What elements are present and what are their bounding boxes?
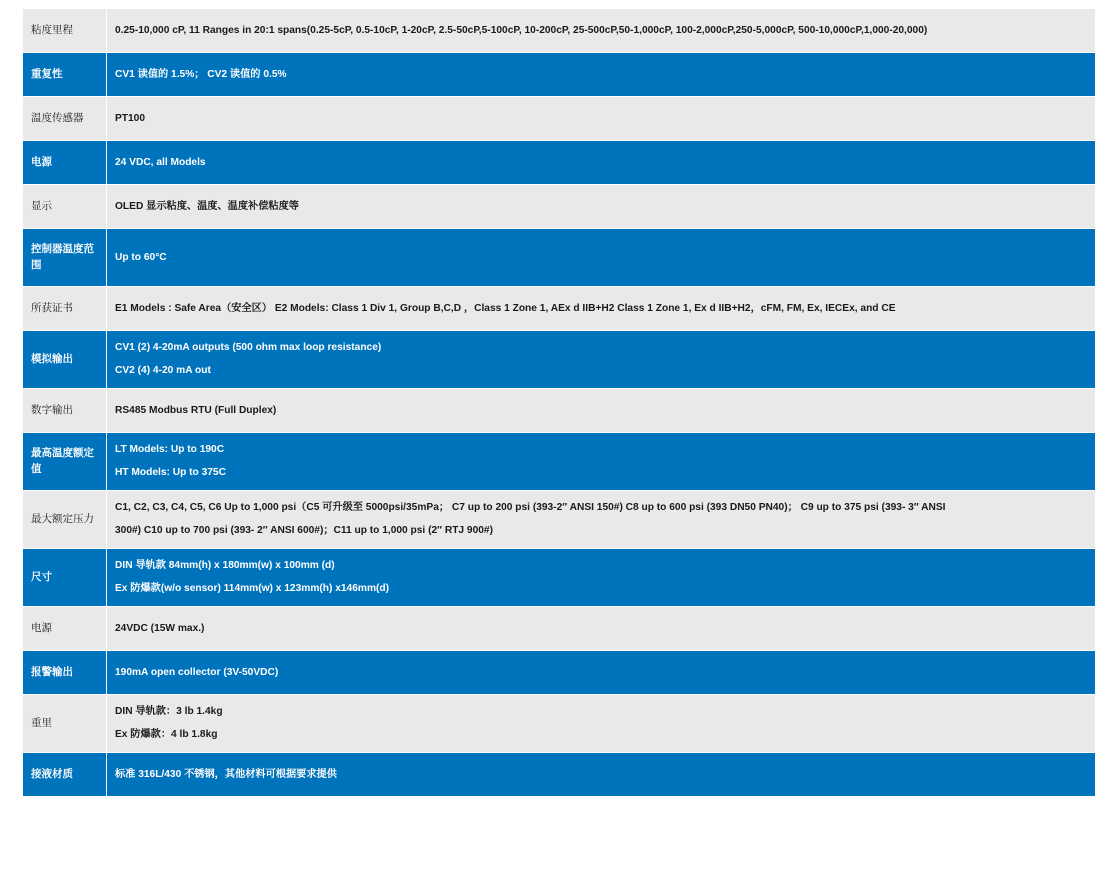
- row-value: [107, 53, 1096, 97]
- table-row: [23, 185, 1096, 229]
- table-row: [23, 607, 1096, 651]
- row-label: 所获证书: [23, 287, 107, 331]
- table-row: [23, 695, 1096, 753]
- row-label: 模拟输出: [23, 331, 107, 389]
- row-label: 最大额定压力: [23, 491, 107, 549]
- row-value-line: DIN 导轨款：3 lb 1.4kg: [115, 706, 223, 718]
- row-label: 重复性: [23, 53, 107, 97]
- row-value: [107, 9, 1096, 53]
- row-value: [107, 389, 1096, 433]
- row-label: 接液材质: [23, 753, 107, 797]
- table-row: [23, 97, 1096, 141]
- table-row: [23, 389, 1096, 433]
- row-value-line: 190mA open collector (3V-50VDC): [115, 666, 279, 678]
- row-value-line: Ex 防爆款：4 lb 1.8kg: [115, 729, 218, 740]
- row-value-line: RS485 Modbus RTU (Full Duplex): [115, 404, 277, 416]
- row-label: 电源: [23, 141, 107, 185]
- row-label: 数字输出: [23, 389, 107, 433]
- row-label: 重里: [23, 695, 107, 753]
- row-label: 报警输出: [23, 651, 107, 695]
- table-body: [23, 9, 1096, 797]
- row-value-line: CV1 读值的 1.5%； CV2 读值的 0.5%: [115, 68, 287, 80]
- row-label: 控制器温度范围: [23, 229, 107, 287]
- table-row: [23, 53, 1096, 97]
- table-row: [23, 331, 1096, 389]
- table-row: [23, 141, 1096, 185]
- row-value: [107, 331, 1096, 389]
- row-value: [107, 695, 1096, 753]
- row-value: [107, 491, 1096, 549]
- row-label: 显示: [23, 185, 107, 229]
- row-value-line: 24 VDC, all Models: [115, 156, 206, 168]
- row-value-line: OLED 显示粘度、温度、温度补偿粘度等: [115, 200, 299, 212]
- table-row: [23, 9, 1096, 53]
- table-row: [23, 753, 1096, 797]
- row-label: 尺寸: [23, 549, 107, 607]
- row-value-line: 300#) C10 up to 700 psi (393- 2″ ANSI 600#)；C11 up to 1,000 psi (2″ RTJ 900#): [115, 525, 493, 536]
- row-value: [107, 753, 1096, 797]
- table-row: [23, 287, 1096, 331]
- row-value: [107, 287, 1096, 331]
- row-value-line: 0.25-10,000 cP, 11 Ranges in 20:1 spans(0.25-5cP, 0.5-10cP, 1-20cP, 2.5-50cP,5-100cP, 10-200cP, 25-500cP,50-1,000cP, 100-2,000cP,250-5,000cP, 500-10,000cP,1,000-20,000): [115, 24, 928, 36]
- row-value-line: LT Models: Up to 190C: [115, 444, 225, 456]
- table-row: [23, 549, 1096, 607]
- table-row: [23, 229, 1096, 287]
- specification-table: [22, 8, 1096, 797]
- row-value-line: HT Models: Up to 375C: [115, 467, 226, 478]
- row-value-line: Ex 防爆款(w/o sensor) 114mm(w) x 123mm(h) x146mm(d): [115, 583, 390, 594]
- row-label: 电源: [23, 607, 107, 651]
- row-label: 温度传感器: [23, 97, 107, 141]
- table-row: [23, 651, 1096, 695]
- row-value: [107, 97, 1096, 141]
- row-value-line: Up to 60°C: [115, 251, 167, 263]
- row-value-line: C1, C2, C3, C4, C5, C6 Up to 1,000 psi（C5 可升级至 5000psi/35mPa； C7 up to 200 psi (393-2″ ANSI 150#) C8 up to 600 psi (393 DN50 PN40)； C9 up to 375 psi (393- 3″ ANSI: [115, 502, 946, 514]
- row-value: [107, 433, 1096, 491]
- row-value-line: DIN 导轨款 84mm(h) x 180mm(w) x 100mm (d): [115, 560, 335, 572]
- row-value-line: 24VDC (15W max.): [115, 622, 205, 634]
- row-label: 最高温度额定值: [23, 433, 107, 491]
- row-value-line: CV1 (2) 4-20mA outputs (500 ohm max loop resistance): [115, 342, 382, 354]
- row-value-line: CV2 (4) 4-20 mA out: [115, 365, 211, 376]
- row-value-line: E1 Models : Safe Area（安全区） E2 Models: Class 1 Div 1, Group B,C,D ，Class 1 Zone 1, AEx d IIB+H2 Class 1 Zone 1, Ex d IIB+H2，cFM, FM, Ex, IECEx, and CE: [115, 302, 896, 314]
- row-label: 粘度里程: [23, 9, 107, 53]
- row-value: [107, 607, 1096, 651]
- row-value: [107, 229, 1096, 287]
- row-value: [107, 651, 1096, 695]
- table-row: [23, 433, 1096, 491]
- row-value: [107, 141, 1096, 185]
- row-value-line: 标准 316L/430 不锈钢，其他材料可根据要求提供: [115, 768, 337, 780]
- table-row: [23, 491, 1096, 549]
- row-value: [107, 185, 1096, 229]
- row-value: [107, 549, 1096, 607]
- row-value-line: PT100: [115, 112, 146, 124]
